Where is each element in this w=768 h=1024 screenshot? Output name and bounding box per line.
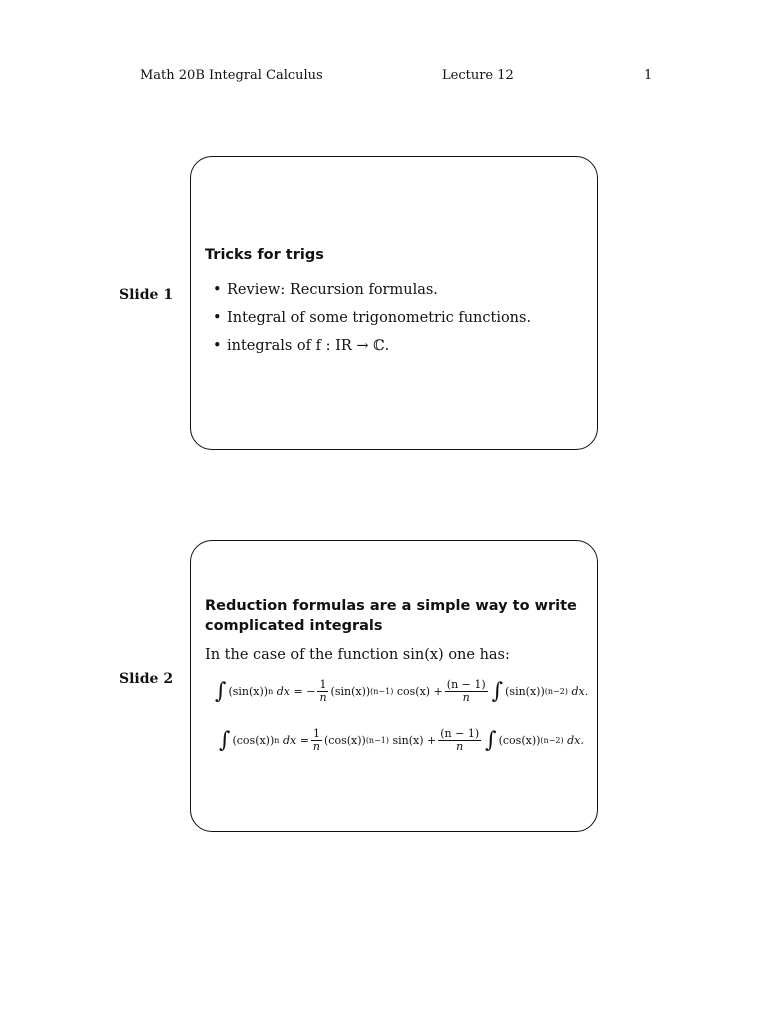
integral-sign: ∫: [215, 678, 227, 704]
header-lecture: Lecture 12: [442, 68, 514, 83]
integral-sign: ∫: [491, 678, 504, 704]
fraction: $\frac{1}{n}$: [319, 678, 327, 704]
integral-sign: ∫: [219, 727, 231, 753]
slide-title: Tricks for trigs: [205, 247, 324, 263]
list-item: • Review: Recursion formulas.: [205, 280, 531, 308]
fraction: $\frac{(n - 1)}{n}$: [446, 678, 486, 704]
bullet-icon: •: [213, 338, 222, 354]
slide-title: Reduction formulas are a simple way to write complicated integrals: [205, 598, 577, 634]
slide-label-1: Slide 1: [119, 287, 174, 303]
reduction-formula-sin: ∫ (sin(x)) n dx = − $\frac{1}{n}$ (sin(x)) (n−1) cos(x) + $\frac{(n - 1)}{n}$ ∫ (sin(x)) (n−2) dx.: [215, 678, 589, 704]
bullet-icon: •: [213, 282, 222, 298]
list-item: • Integral of some trigonometric functions.: [205, 308, 531, 336]
header-course: Math 20B Integral Calculus: [140, 68, 323, 83]
fraction: $\frac{(n - 1)}{n}$: [440, 727, 480, 753]
reduction-formula-cos: ∫ (cos(x)) n dx = $\frac{1}{n}$ (cos(x)) (n−1) sin(x) + $\frac{(n - 1)}{n}$ ∫ (cos(x)) (n−2) dx.: [219, 727, 584, 753]
bullet-list: [205, 280, 531, 364]
slide-label-2: Slide 2: [119, 671, 174, 687]
fraction: $\frac{1}{n}$: [312, 727, 320, 753]
slide-2: [190, 540, 598, 832]
slide-intro-text: In the case of the function sin(x) one has:: [205, 647, 510, 663]
bullet-icon: •: [213, 310, 222, 326]
page-number: 1: [644, 68, 653, 83]
integral-sign: ∫: [485, 727, 497, 753]
list-item: • integrals of f : IR → ℂ.: [205, 336, 531, 364]
slide-1: [190, 156, 598, 450]
